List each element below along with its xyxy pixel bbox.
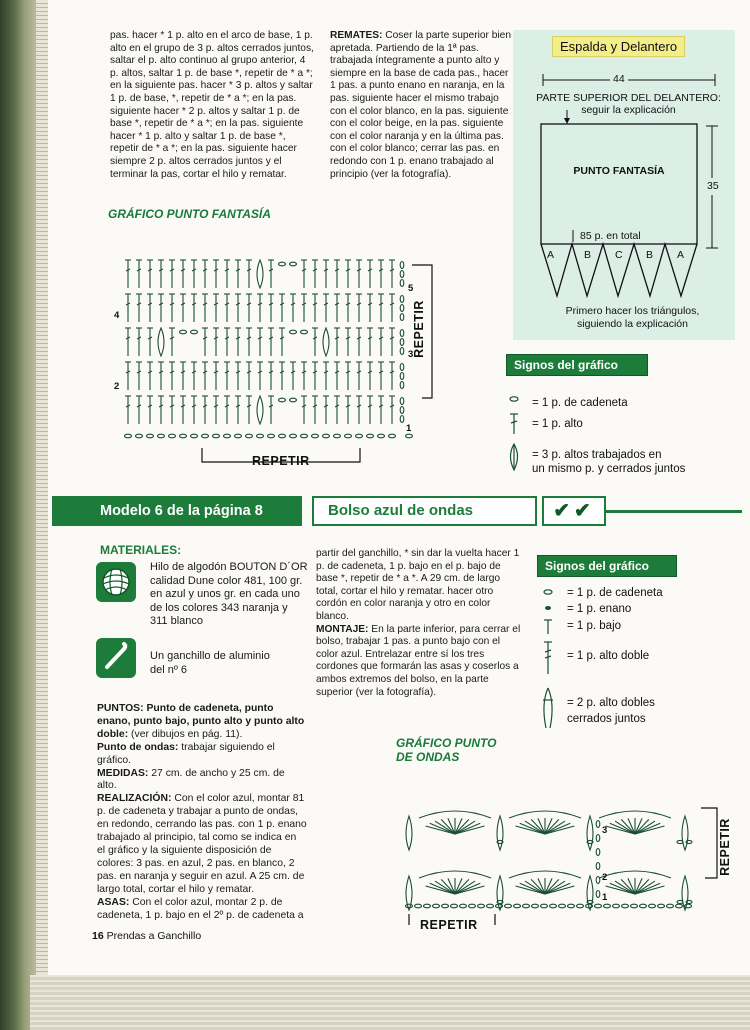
foundation-chain bbox=[451, 904, 458, 908]
legend1-item-2: = 1 p. alto bbox=[532, 418, 583, 430]
foundation-chain bbox=[685, 904, 692, 908]
punto-ondas-chart bbox=[395, 790, 735, 925]
turning-chain bbox=[400, 296, 404, 303]
foundation-chain bbox=[345, 434, 352, 438]
foundation-chain bbox=[367, 434, 374, 438]
chain-stitch bbox=[290, 330, 297, 334]
model-title: Bolso azul de ondas bbox=[312, 496, 537, 526]
foundation-chain bbox=[541, 904, 548, 908]
punto-fantasia-chart bbox=[110, 250, 450, 475]
page-number: 16 bbox=[92, 930, 104, 942]
legend1-item-1: = 1 p. de cadeneta bbox=[532, 397, 628, 409]
foundation-chain bbox=[487, 904, 494, 908]
foundation-chain bbox=[433, 904, 440, 908]
chain-stitch bbox=[677, 900, 683, 903]
foundation-chain bbox=[378, 434, 385, 438]
turning-chain bbox=[400, 305, 404, 312]
turning-chain bbox=[596, 821, 600, 828]
turning-chain bbox=[400, 314, 404, 321]
page-stack-bottom bbox=[30, 975, 750, 1030]
grafico-ondas-title-1: GRÁFICO PUNTO bbox=[396, 736, 497, 750]
montaje-text: En la parte inferior, para cerrar el bolso, trabajar 1 pas. a punto bajo con el color azul. Entrelazar entre sí los tres cordones que formarán las asas y coserlos a ambos extremos del bolso, en la parte superior (ver la fotografía). bbox=[316, 623, 521, 698]
foundation-chain bbox=[622, 904, 629, 908]
espalda-delantero-tag: Espalda y Delantero bbox=[552, 36, 685, 57]
turning-chain bbox=[400, 271, 404, 278]
foundation-chain bbox=[478, 904, 485, 908]
chain-stitch bbox=[191, 330, 198, 334]
turning-chain bbox=[596, 835, 600, 842]
foundation-chain bbox=[257, 434, 264, 438]
row-number-4: 4 bbox=[114, 310, 120, 321]
triangle-c: C bbox=[615, 249, 623, 261]
note-triangulos-2: siguiendo la explicación bbox=[577, 318, 688, 330]
foundation-chain bbox=[649, 904, 656, 908]
turning-chain bbox=[596, 891, 600, 898]
cluster-treble-stitch bbox=[682, 816, 688, 850]
cluster-treble-stitch bbox=[406, 816, 412, 850]
chain-oval-icon bbox=[544, 590, 552, 594]
foundation-chain bbox=[301, 434, 308, 438]
legend2-item-3: = 1 p. bajo bbox=[567, 620, 622, 632]
repetir-side-label: REPETIR bbox=[411, 300, 426, 358]
legend1-item-3: = 3 p. altos trabajados en bbox=[532, 449, 662, 461]
medidas-label: MEDIDAS: bbox=[97, 767, 149, 779]
parte-superior-label: PARTE SUPERIOR DEL DELANTERO: bbox=[536, 92, 721, 104]
chain-stitch bbox=[290, 262, 297, 266]
foundation-chain bbox=[235, 434, 242, 438]
signos-grafico-title-1: Signos del gráfico bbox=[506, 354, 648, 376]
fan-arc bbox=[419, 871, 491, 878]
chain-stitch bbox=[279, 398, 286, 402]
repetir-bottom-label: REPETIR bbox=[252, 454, 310, 468]
foundation-chain bbox=[268, 434, 275, 438]
asas-label: ASAS: bbox=[97, 896, 130, 908]
foundation-chain bbox=[334, 434, 341, 438]
foundation-chain bbox=[415, 904, 422, 908]
foundation-chain bbox=[424, 904, 431, 908]
turning-chain bbox=[596, 877, 600, 884]
foundation-chain bbox=[505, 904, 512, 908]
foundation-chain bbox=[136, 434, 143, 438]
chain-oval-icon bbox=[510, 397, 518, 401]
chain-stitch bbox=[301, 330, 308, 334]
legend2-icons bbox=[538, 584, 560, 732]
medidas-text: 27 cm. de ancho y 25 cm. de alto. bbox=[97, 767, 285, 792]
foundation-chain bbox=[180, 434, 187, 438]
realizacion-label: REALIZACIÓN: bbox=[97, 793, 172, 805]
section-rule bbox=[606, 510, 742, 513]
ondas-row-3: 3 bbox=[602, 825, 608, 836]
foundation-chain bbox=[631, 904, 638, 908]
triangle-a1: A bbox=[547, 249, 555, 261]
foundation-chain bbox=[323, 434, 330, 438]
cluster-treble-stitch bbox=[497, 816, 503, 850]
foundation-chain bbox=[125, 434, 132, 438]
foundation-chain bbox=[523, 904, 530, 908]
realizacion-text: Con el color azul, montar 81 p. de cadeneta y trabajar a punto de ondas, en redondo, cerrando las pas. con 1 p. enano trabajado al principio, tal como se indica en el gráfico y la siguiente disposición de colores: 3 pas. en azul, 2 pas. en blanco, 2 pas. en naranja y seguir en azul. A 25 cm. de largo total, cortar el hilo y rematar. bbox=[97, 793, 307, 895]
foundation-chain bbox=[279, 434, 286, 438]
foundation-chain bbox=[406, 434, 413, 438]
foundation-chain bbox=[246, 434, 253, 438]
repeat-bracket-side-2 bbox=[701, 808, 717, 878]
turning-chain bbox=[400, 280, 404, 287]
turning-chain bbox=[400, 407, 404, 414]
foundation-chain bbox=[559, 904, 566, 908]
foundation-chain bbox=[312, 434, 319, 438]
slip-stitch-icon bbox=[545, 606, 551, 610]
single-crochet-icon bbox=[544, 620, 552, 634]
width-44-label: 44 bbox=[610, 73, 628, 86]
turning-chain bbox=[400, 373, 404, 380]
fan-arc bbox=[509, 811, 581, 818]
foundation-chain bbox=[550, 904, 557, 908]
asas-text: Con el color azul, montar 2 p. de cadeneta, 1 p. bajo en el 2º p. de cadeneta a bbox=[97, 896, 304, 921]
chart-stitches bbox=[125, 260, 413, 438]
grafico-fantasia-title: GRÁFICO PUNTO FANTASÍA bbox=[108, 207, 271, 221]
pattern-text-top-left: pas. hacer * 1 p. alto en el arco de base, 1 p. alto en el grupo de 3 p. altos cerrados juntos, saltar el p. alto continuo al grupo anterior, 4 p. altos, saltar 1 p. de base *, repetir de * a *; en la siguiente pas. hacer * 3 p. altos y saltar 1 p. de base, *, repetir de * a *; en la pas. siguiente hacer * 2 p. altos y saltar 1 p. de base *, repetir de * a *; en la pas. siguiente hacer * 1 p. alto y saltar 1 p. de base *, repetir de * a *; en la pas. siguiente hacer siempre 2 p. altos cerrados juntos y el terminar la pas, cortar el hilo y rematar. bbox=[110, 30, 314, 180]
turning-chain bbox=[400, 364, 404, 371]
foundation-chain bbox=[595, 904, 602, 908]
triangle-b2: B bbox=[646, 249, 654, 261]
pattern-text-bottom-left bbox=[97, 703, 307, 922]
foundation-chain bbox=[676, 904, 683, 908]
foundation-chain bbox=[604, 904, 611, 908]
turning-chain bbox=[400, 348, 404, 355]
chain-stitch bbox=[290, 398, 297, 402]
legend2-item-4: = 1 p. alto doble bbox=[567, 650, 650, 662]
chain-stitch bbox=[677, 840, 683, 843]
crochet-hook-icon bbox=[96, 638, 136, 678]
ondas-stitches bbox=[406, 811, 693, 910]
turning-chain bbox=[400, 382, 404, 389]
yarn-material-text: Hilo de algodón BOUTON D´OR calidad Dune color 481, 100 gr. en azul y unos gr. en cada uno de los colores 343 naranja y 311 blanco bbox=[150, 561, 308, 628]
row-number-3: 3 bbox=[408, 349, 414, 360]
ondas-repetir-bottom: REPETIR bbox=[420, 918, 478, 932]
triangle-b1: B bbox=[584, 249, 592, 261]
ondas-repetir-side: REPETIR bbox=[717, 818, 732, 876]
turning-chain bbox=[596, 849, 600, 856]
asas-continued-text: partir del ganchillo, * sin dar la vuelta hacer 1 p. de cadeneta, 1 p. bajo en el p. bajo de base *, repetir de * a *. A 29 cm. de largo total, cortar el hilo y rematar. hacer otro cordón en color naranja y otro en color blanco. bbox=[316, 548, 520, 622]
foundation-chain bbox=[460, 904, 467, 908]
chain-stitch bbox=[180, 330, 187, 334]
cluster-treble-stitch bbox=[587, 816, 593, 850]
legend1-item-4: un mismo p. y cerrados juntos bbox=[532, 463, 686, 475]
foundation-chain bbox=[356, 434, 363, 438]
foundation-chain bbox=[442, 904, 449, 908]
foundation-chain bbox=[532, 904, 539, 908]
grafico-ondas-title-2: DE ONDAS bbox=[396, 750, 460, 764]
puntos-text: (ver dibujos en pág. 11). bbox=[128, 728, 243, 740]
montaje-label: MONTAJE: bbox=[316, 623, 369, 635]
seguir-explicacion-label: seguir la explicación bbox=[581, 104, 676, 116]
row-number-2: 2 bbox=[114, 381, 120, 392]
turning-chain bbox=[400, 416, 404, 423]
punto-fantasia-label: PUNTO FANTASÍA bbox=[573, 165, 665, 177]
foundation-chain bbox=[640, 904, 647, 908]
remates-paragraph bbox=[330, 30, 515, 181]
legend1-icons bbox=[505, 390, 525, 480]
turning-chain bbox=[400, 330, 404, 337]
cluster-3-icon bbox=[511, 444, 518, 470]
puntos-bold-text: Punto de cadeneta, punto enano, punto bajo, punto alto y punto alto doble: bbox=[97, 703, 305, 740]
foundation-chain bbox=[568, 904, 575, 908]
model-section-bar bbox=[52, 493, 742, 530]
pattern-text-bottom-middle bbox=[316, 548, 521, 699]
row-number-5: 5 bbox=[408, 283, 414, 294]
cluster-2-treble-icon bbox=[543, 688, 553, 728]
foundation-chain bbox=[514, 904, 521, 908]
remates-text: Coser la parte superior bien apretada. Partiendo de la 1ª pas. trabajada íntegramente a punto alto y siempre en la base de cada pas., hacer 1 pas. a punto enano en naranja, en la pas. siguiente hacer el mismo trabajo con el color blanco, en la pas. siguiente con el color beige, en la pas. siguiente con el color naranja y en la última pas. con el color blanco; cerrar las pas. en redondo con 1 p. enano trabajado al principio (ver la fotografía). bbox=[330, 30, 511, 180]
foundation-chain bbox=[613, 904, 620, 908]
fan-arc bbox=[509, 871, 581, 878]
fan-arc bbox=[599, 871, 671, 878]
legend2-item-1: = 1 p. de cadeneta bbox=[567, 587, 663, 599]
foundation-chain bbox=[667, 904, 674, 908]
foundation-chain bbox=[147, 434, 154, 438]
foundation-chain bbox=[202, 434, 209, 438]
double-crochet-icon bbox=[510, 414, 518, 434]
page-footer bbox=[92, 930, 201, 942]
fan-arc bbox=[419, 811, 491, 818]
legend2-item-5: = 2 p. alto dobles bbox=[567, 697, 655, 709]
ondas-label: Punto de ondas: bbox=[97, 741, 179, 753]
foundation-chain bbox=[658, 904, 665, 908]
cluster-stitch bbox=[257, 396, 263, 424]
foundation-chain bbox=[389, 434, 396, 438]
total-85-label: 85 p. en total bbox=[580, 230, 641, 242]
foundation-chain bbox=[169, 434, 176, 438]
foundation-chain bbox=[469, 904, 476, 908]
legend2-item-2: = 1 p. enano bbox=[567, 603, 632, 615]
ondas-text: trabajar siguiendo el gráfico. bbox=[97, 741, 275, 766]
ondas-row-1: 1 bbox=[602, 892, 608, 903]
foundation-chain bbox=[290, 434, 297, 438]
model-number-label: Modelo 6 de la página 8 bbox=[52, 496, 302, 526]
triangle-a2: A bbox=[677, 249, 685, 261]
treble-crochet-icon bbox=[544, 642, 552, 674]
height-35-label: 35 bbox=[707, 178, 719, 195]
fan-arc bbox=[599, 811, 671, 818]
turning-chain bbox=[596, 863, 600, 870]
yarn-ball-icon bbox=[96, 562, 136, 602]
foundation-chain bbox=[158, 434, 165, 438]
cluster-stitch bbox=[323, 328, 329, 356]
turning-chain bbox=[400, 398, 404, 405]
foundation-chain bbox=[224, 434, 231, 438]
ondas-row-2: 2 bbox=[602, 872, 608, 883]
hook-material-text: Un ganchillo de aluminio del nº 6 bbox=[150, 650, 270, 676]
row-number-1: 1 bbox=[406, 423, 412, 434]
magazine-name: Prendas a Ganchillo bbox=[103, 930, 202, 942]
foundation-chain bbox=[213, 434, 220, 438]
cluster-stitch bbox=[158, 328, 164, 356]
foundation-chain bbox=[191, 434, 198, 438]
legend2-item-6: cerrados juntos bbox=[567, 713, 646, 725]
turning-chain bbox=[400, 262, 404, 269]
note-triangulos-1: Primero hacer los triángulos, bbox=[565, 305, 700, 317]
cluster-stitch bbox=[257, 260, 263, 288]
difficulty-checks: ✔✔ bbox=[542, 496, 606, 526]
remates-label: REMATES: bbox=[330, 30, 383, 41]
chain-stitch bbox=[279, 262, 286, 266]
puntos-label: PUNTOS: bbox=[97, 703, 144, 714]
turning-chain bbox=[400, 339, 404, 346]
foundation-chain bbox=[406, 904, 413, 908]
signos-grafico-title-2: Signos del gráfico bbox=[537, 555, 677, 577]
foundation-chain bbox=[577, 904, 584, 908]
materiales-title: MATERIALES: bbox=[100, 543, 182, 557]
